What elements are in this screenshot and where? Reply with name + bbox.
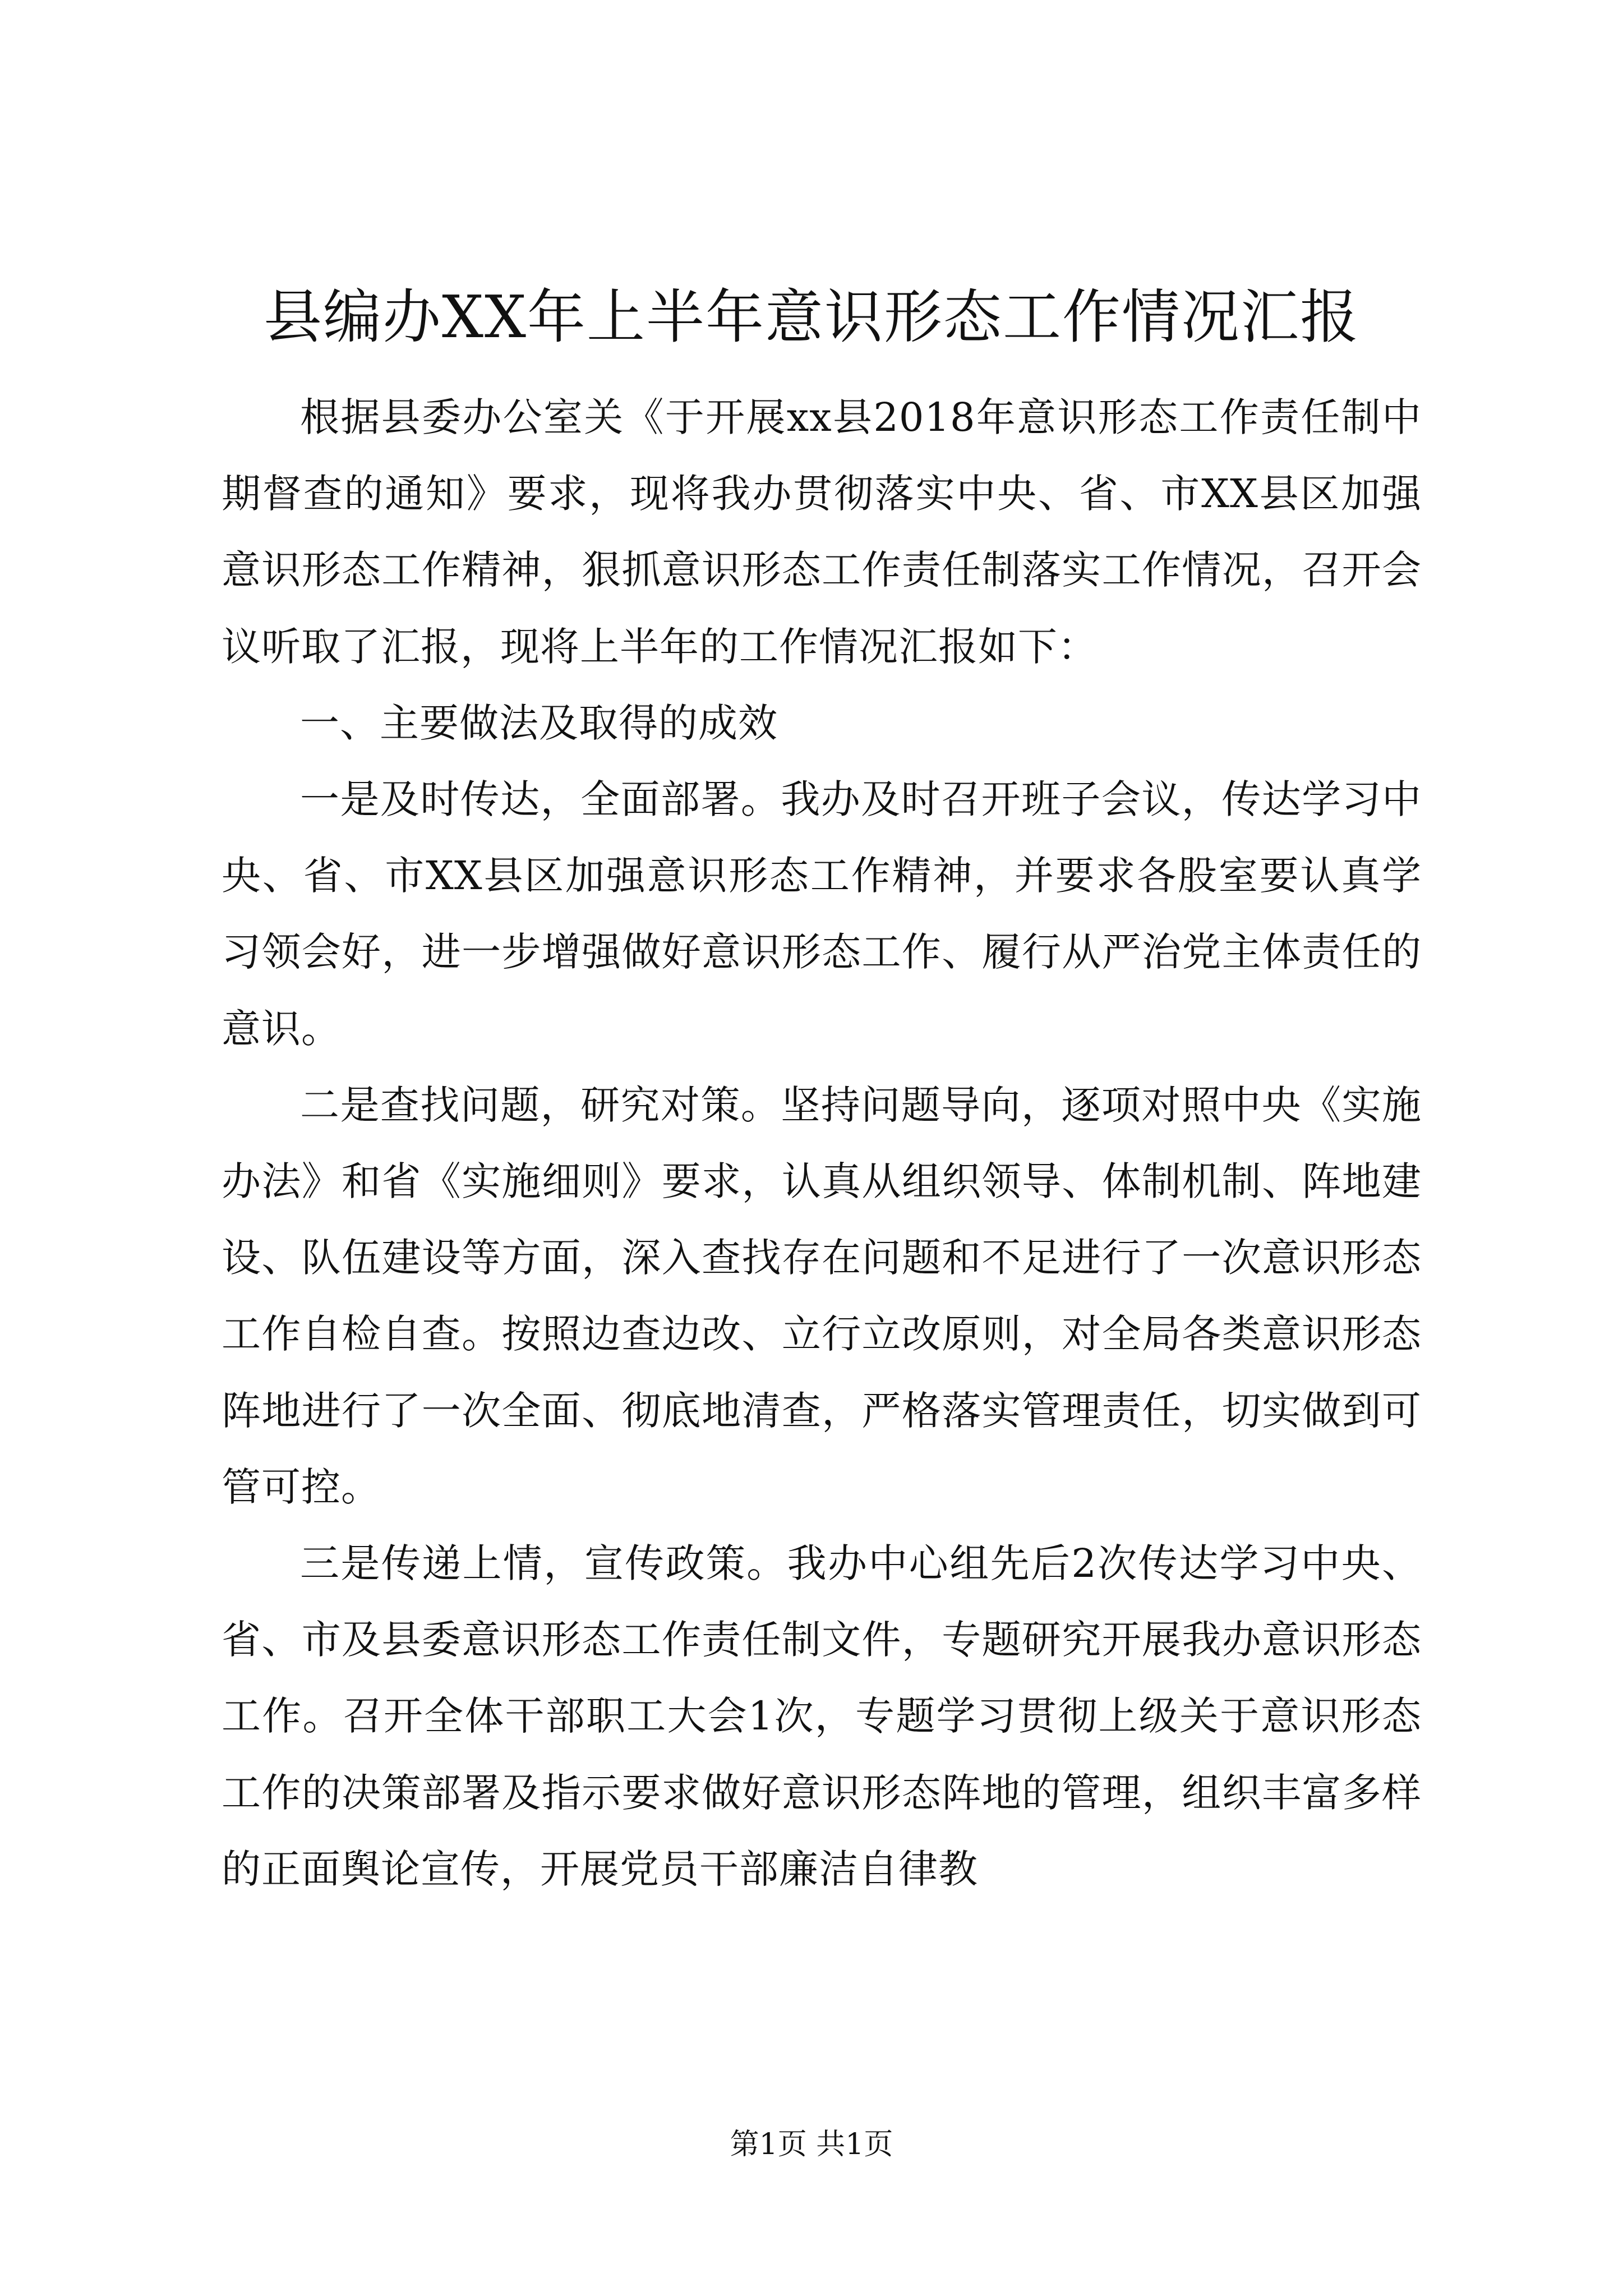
document-body bbox=[222, 379, 1422, 1907]
paragraph-item-3: 三是传递上情，宣传政策。我办中心组先后2次传达学习中央、省、市及县委意识形态工作责任制文件，专题研究开展我办意识形态工作。召开全体干部职工大会1次，专题学习贯彻上级关于意识形态工作的决策部署及指示要求做好意识形态阵地的管理，组织丰富多样的正面舆论宣传，开展党员干部廉洁自律教 bbox=[222, 1540, 1422, 1892]
paragraph-item-2: 二是查找问题，研究对策。坚持问题导向，逐项对照中央《实施办法》和省《实施细则》要求，认真从组织领导、体制机制、阵地建设、队伍建设等方面，深入查找存在问题和不足进行了一次意识形态工作自检自查。按照边查边改、立行立改原则，对全局各类意识形态阵地进行了一次全面、彻底地清查，严格落实管理责任，切实做到可管可控。 bbox=[222, 1082, 1422, 1510]
document-title: 县编办XX年上半年意识形态工作情况汇报 bbox=[263, 283, 1360, 351]
page-footer: 第1页 共1页 bbox=[730, 2128, 893, 2161]
paragraph-item-1: 一是及时传达，全面部署。我办及时召开班子会议，传达学习中央、省、市XX县区加强意识形态工作精神，并要求各股室要认真学习领会好，进一步增强做好意识形态工作、履行从严治党主体责任的意识。 bbox=[222, 776, 1422, 1052]
section-heading: 一、主要做法及取得的成效 bbox=[300, 700, 778, 746]
paragraph-intro: 根据县委办公室关《于开展xx县2018年意识形态工作责任制中期督查的通知》要求，现将我办贯彻落实中央、省、市XX县区加强意识形态工作精神，狠抓意识形态工作责任制落实工作情况，召开会议听取了汇报，现将上半年的工作情况汇报如下： bbox=[222, 394, 1422, 670]
